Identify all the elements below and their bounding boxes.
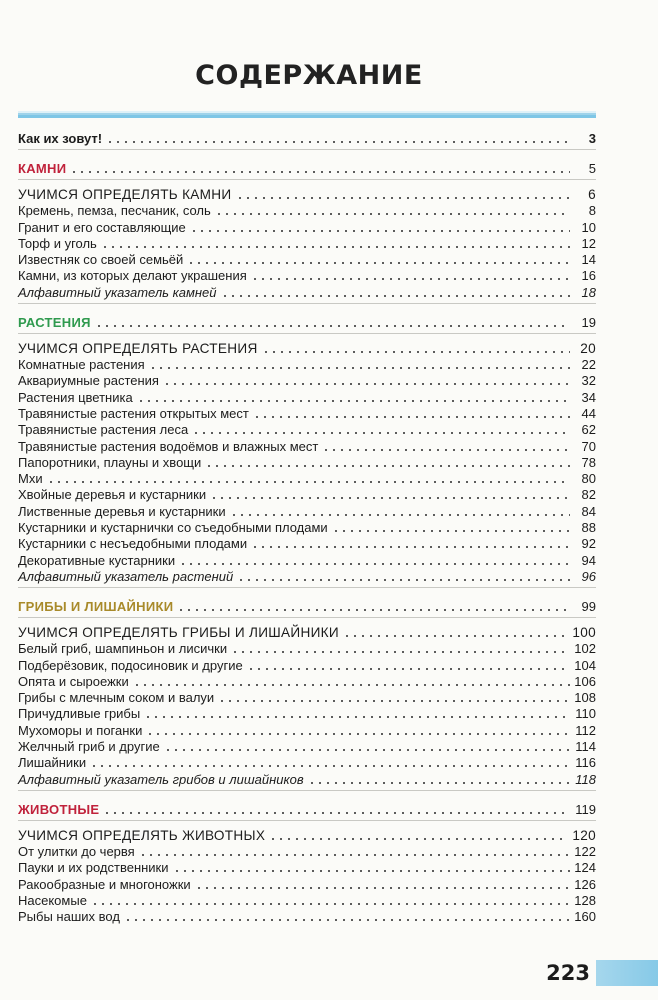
toc-section bbox=[18, 303, 596, 584]
toc-entry[interactable] bbox=[18, 405, 596, 421]
dot-leader bbox=[218, 700, 570, 702]
toc-entry[interactable] bbox=[18, 859, 596, 875]
toc-entry-title: Опята и сыроежки bbox=[18, 673, 129, 689]
dot-leader bbox=[133, 684, 570, 686]
toc-entry-page: 8 bbox=[588, 203, 596, 219]
toc-entry-title: Гранит и его составляющие bbox=[18, 219, 186, 235]
dot-leader bbox=[343, 635, 568, 637]
toc-entry[interactable] bbox=[18, 372, 596, 388]
toc-entry-title: Комнатные растения bbox=[18, 357, 145, 373]
toc-entry-title: Белый гриб, шампиньон и лисички bbox=[18, 641, 228, 657]
toc-entry-page: 112 bbox=[575, 722, 596, 738]
toc-entry-page: 16 bbox=[581, 268, 596, 284]
toc-entry[interactable] bbox=[18, 437, 596, 453]
toc-entry-page: 124 bbox=[574, 860, 596, 876]
section-divider bbox=[18, 303, 596, 304]
toc-entry-page: 108 bbox=[574, 690, 596, 706]
toc-entry[interactable] bbox=[18, 738, 596, 754]
dot-leader bbox=[173, 870, 570, 872]
toc-entry[interactable] bbox=[18, 251, 596, 267]
toc-entry-page: 14 bbox=[581, 252, 596, 268]
dot-leader bbox=[192, 432, 570, 434]
section-heading-title: ГРИБЫ И ЛИШАЙНИКИ bbox=[18, 598, 174, 614]
section-divider bbox=[18, 617, 596, 618]
toc-entry-title: Папоротники, плауны и хвощи bbox=[18, 454, 202, 470]
toc-entry[interactable] bbox=[18, 640, 596, 656]
toc-entry-title: Хвойные деревья и кустарники bbox=[18, 487, 207, 503]
toc-entry-page: 44 bbox=[581, 405, 596, 421]
toc-entry-page: 32 bbox=[581, 373, 596, 389]
dot-leader bbox=[90, 765, 570, 767]
dot-leader bbox=[144, 716, 570, 718]
toc-entry-page: 122 bbox=[574, 843, 596, 859]
toc-entry-title: Мхи bbox=[18, 471, 43, 487]
dot-leader bbox=[230, 514, 570, 516]
toc-entry[interactable] bbox=[18, 754, 596, 770]
dot-leader bbox=[236, 197, 571, 199]
toc-entry-page: 84 bbox=[581, 503, 596, 519]
section-heading-page: 119 bbox=[575, 801, 596, 817]
dot-leader bbox=[190, 230, 570, 232]
dot-leader bbox=[215, 213, 570, 215]
toc-entry-title: Растения цветника bbox=[18, 389, 133, 405]
toc-entry[interactable] bbox=[18, 486, 596, 502]
toc-subheading[interactable] bbox=[18, 825, 596, 843]
toc-entry-page: 34 bbox=[581, 389, 596, 405]
toc-entry-title: Декоративные кустарники bbox=[18, 552, 176, 568]
section-heading-page: 99 bbox=[581, 598, 596, 614]
toc-entry-title: Рыбы наших вод bbox=[18, 909, 120, 925]
dot-leader bbox=[210, 497, 570, 499]
toc-entry-title: Травянистые растения открытых мест bbox=[18, 405, 249, 421]
toc-intro-page: 3 bbox=[588, 131, 596, 146]
toc-entry-title: Насекомые bbox=[18, 892, 87, 908]
toc-entry-title: Травянистые растения леса bbox=[18, 422, 189, 438]
dot-leader bbox=[164, 749, 570, 751]
toc-entry-page: 114 bbox=[575, 739, 596, 755]
toc-entry-page: 10 bbox=[581, 219, 596, 235]
toc-entry[interactable] bbox=[18, 770, 596, 786]
dot-leader bbox=[251, 546, 570, 548]
dot-leader bbox=[163, 383, 570, 385]
toc-entry-page: 100 bbox=[572, 624, 596, 640]
toc-entry[interactable] bbox=[18, 267, 596, 283]
dot-leader bbox=[95, 325, 570, 327]
dot-leader bbox=[269, 838, 568, 840]
toc-entry-title: Травянистые растения водоёмов и влажных мест bbox=[18, 438, 319, 454]
section-heading-title: РАСТЕНИЯ bbox=[18, 314, 91, 330]
section-heading-page: 19 bbox=[581, 314, 596, 330]
toc-entry[interactable] bbox=[18, 721, 596, 737]
section-divider bbox=[18, 820, 596, 821]
toc-section bbox=[18, 149, 596, 300]
toc-entry-title: Причудливые грибы bbox=[18, 706, 141, 722]
section-heading-title: ЖИВОТНЫЕ bbox=[18, 801, 100, 817]
toc-entry-title: Лиственные деревья и кустарники bbox=[18, 503, 226, 519]
toc-entry[interactable] bbox=[18, 875, 596, 891]
toc-entry-page: 88 bbox=[581, 520, 596, 536]
toc-entry-page: 70 bbox=[581, 438, 596, 454]
toc-entry-title: УЧИМСЯ ОПРЕДЕЛЯТЬ КАМНИ bbox=[18, 187, 232, 202]
toc-subheading[interactable] bbox=[18, 338, 596, 356]
toc-entry[interactable] bbox=[18, 535, 596, 551]
toc-entry-page: 62 bbox=[581, 422, 596, 438]
toc-entry[interactable] bbox=[18, 689, 596, 705]
toc-entry[interactable] bbox=[18, 502, 596, 518]
toc-entry[interactable] bbox=[18, 235, 596, 251]
dot-leader bbox=[101, 246, 570, 248]
toc-entry-page: 118 bbox=[575, 771, 596, 787]
toc-entry[interactable] bbox=[18, 454, 596, 470]
dot-leader bbox=[308, 782, 570, 784]
toc-entry[interactable] bbox=[18, 356, 596, 372]
toc-entry[interactable] bbox=[18, 421, 596, 437]
toc-entry-title: Кустарники с несъедобными плодами bbox=[18, 536, 248, 552]
dot-leader bbox=[146, 733, 570, 735]
toc-entry[interactable] bbox=[18, 908, 596, 924]
toc-entry-page: 128 bbox=[574, 892, 596, 908]
dot-leader bbox=[103, 812, 570, 814]
dot-leader bbox=[322, 449, 570, 451]
toc-entry-page: 20 bbox=[580, 340, 596, 356]
title-rule bbox=[18, 111, 596, 118]
toc-entry-title: Алфавитный указатель грибов и лишайников bbox=[18, 771, 304, 787]
dot-leader bbox=[106, 141, 570, 143]
toc-entry-page: 82 bbox=[581, 487, 596, 503]
dot-leader bbox=[187, 262, 570, 264]
dot-leader bbox=[231, 651, 570, 653]
toc-entry-page: 104 bbox=[574, 657, 596, 673]
section-heading-title: КАМНИ bbox=[18, 161, 67, 176]
toc-entry-page: 80 bbox=[581, 471, 596, 487]
toc-entry-page: 22 bbox=[581, 357, 596, 373]
toc-section-heading[interactable] bbox=[18, 795, 596, 817]
toc-entry[interactable] bbox=[18, 470, 596, 486]
toc-entry[interactable] bbox=[18, 551, 596, 567]
toc-entry-page: 102 bbox=[574, 641, 596, 657]
dot-leader bbox=[205, 465, 570, 467]
toc-entry[interactable] bbox=[18, 283, 596, 299]
toc-entry-title: Торф и уголь bbox=[18, 235, 97, 251]
toc-entry-title: Алфавитный указатель растений bbox=[18, 568, 234, 584]
toc-entry-title: Мухоморы и поганки bbox=[18, 722, 143, 738]
toc-entry[interactable] bbox=[18, 705, 596, 721]
toc-entry-title: Пауки и их родственники bbox=[18, 860, 169, 876]
dot-leader bbox=[91, 903, 570, 905]
toc-entry-title: УЧИМСЯ ОПРЕДЕЛЯТЬ ЖИВОТНЫХ bbox=[18, 827, 266, 843]
toc-section-heading[interactable] bbox=[18, 308, 596, 330]
dot-leader bbox=[221, 295, 570, 297]
toc-intro-title: Как их зовут! bbox=[18, 131, 103, 146]
toc-sections bbox=[18, 149, 596, 924]
dot-leader bbox=[247, 668, 570, 670]
section-divider bbox=[18, 333, 596, 334]
toc-entry-page: 6 bbox=[588, 187, 596, 202]
toc-subheading[interactable] bbox=[18, 184, 596, 202]
toc-subheading[interactable] bbox=[18, 622, 596, 640]
dot-leader bbox=[251, 278, 570, 280]
dot-leader bbox=[149, 367, 570, 369]
section-divider bbox=[18, 149, 596, 150]
table-of-contents bbox=[18, 124, 596, 924]
toc-entry-page: 120 bbox=[572, 827, 596, 843]
toc-entry-title: Аквариумные растения bbox=[18, 373, 159, 389]
toc-entry[interactable] bbox=[18, 519, 596, 535]
toc-section-heading[interactable] bbox=[18, 154, 596, 176]
toc-entry[interactable] bbox=[18, 843, 596, 859]
dot-leader bbox=[139, 854, 570, 856]
toc-entry-page: 12 bbox=[581, 235, 596, 251]
toc-entry-title: Алфавитный указатель камней bbox=[18, 284, 217, 300]
dot-leader bbox=[137, 400, 570, 402]
toc-entry[interactable] bbox=[18, 673, 596, 689]
toc-entry[interactable] bbox=[18, 656, 596, 672]
toc-entry[interactable] bbox=[18, 388, 596, 404]
dot-leader bbox=[237, 579, 570, 581]
dot-leader bbox=[47, 481, 570, 483]
dot-leader bbox=[332, 530, 570, 532]
toc-entry-title: Лишайники bbox=[18, 755, 87, 771]
toc-entry-title: Подберёзовик, подосиновик и другие bbox=[18, 657, 243, 673]
section-divider bbox=[18, 179, 596, 180]
toc-entry-title: Грибы с млечным соком и валуи bbox=[18, 690, 215, 706]
toc-entry-page: 116 bbox=[575, 755, 596, 771]
toc-entry-page: 18 bbox=[581, 284, 596, 300]
toc-section bbox=[18, 790, 596, 924]
toc-entry-page: 94 bbox=[581, 552, 596, 568]
toc-entry-page: 92 bbox=[581, 536, 596, 552]
section-divider bbox=[18, 587, 596, 588]
dot-leader bbox=[124, 919, 570, 921]
toc-entry-title: Кустарники и кустарнички со съедобными плодами bbox=[18, 520, 328, 536]
toc-entry-page: 126 bbox=[574, 876, 596, 892]
page-number: 223 bbox=[542, 960, 596, 986]
toc-entry-page: 78 bbox=[581, 454, 596, 470]
toc-entry-title: Камни, из которых делают украшения bbox=[18, 268, 247, 284]
toc-section-heading[interactable] bbox=[18, 592, 596, 614]
toc-entry[interactable] bbox=[18, 202, 596, 218]
section-divider bbox=[18, 790, 596, 791]
dot-leader bbox=[262, 351, 570, 353]
toc-entry-page: 96 bbox=[581, 568, 596, 584]
toc-entry-page: 110 bbox=[575, 706, 596, 722]
toc-entry-title: Известняк со своей семьёй bbox=[18, 252, 184, 268]
toc-entry-page: 106 bbox=[574, 673, 596, 689]
toc-entry-title: Ракообразные и многоножки bbox=[18, 876, 191, 892]
toc-entry-title: Кремень, пемза, песчаник, соль bbox=[18, 203, 211, 219]
dot-leader bbox=[177, 609, 570, 611]
page-title: СОДЕРЖАНИЕ bbox=[195, 60, 423, 91]
section-heading-page: 5 bbox=[588, 161, 596, 176]
dot-leader bbox=[70, 171, 570, 173]
toc-entry[interactable] bbox=[18, 218, 596, 234]
toc-entry-title: УЧИМСЯ ОПРЕДЕЛЯТЬ РАСТЕНИЯ bbox=[18, 340, 258, 356]
toc-entry[interactable] bbox=[18, 568, 596, 584]
toc-entry[interactable] bbox=[18, 892, 596, 908]
toc-entry-page: 160 bbox=[574, 909, 596, 925]
toc-section bbox=[18, 587, 596, 787]
toc-intro-row[interactable] bbox=[18, 124, 596, 146]
toc-entry-title: УЧИМСЯ ОПРЕДЕЛЯТЬ ГРИБЫ И ЛИШАЙНИКИ bbox=[18, 624, 339, 640]
dot-leader bbox=[195, 887, 570, 889]
toc-entry-title: Желчный гриб и другие bbox=[18, 739, 160, 755]
dot-leader bbox=[179, 563, 570, 565]
toc-entry-title: От улитки до червя bbox=[18, 843, 135, 859]
dot-leader bbox=[253, 416, 570, 418]
